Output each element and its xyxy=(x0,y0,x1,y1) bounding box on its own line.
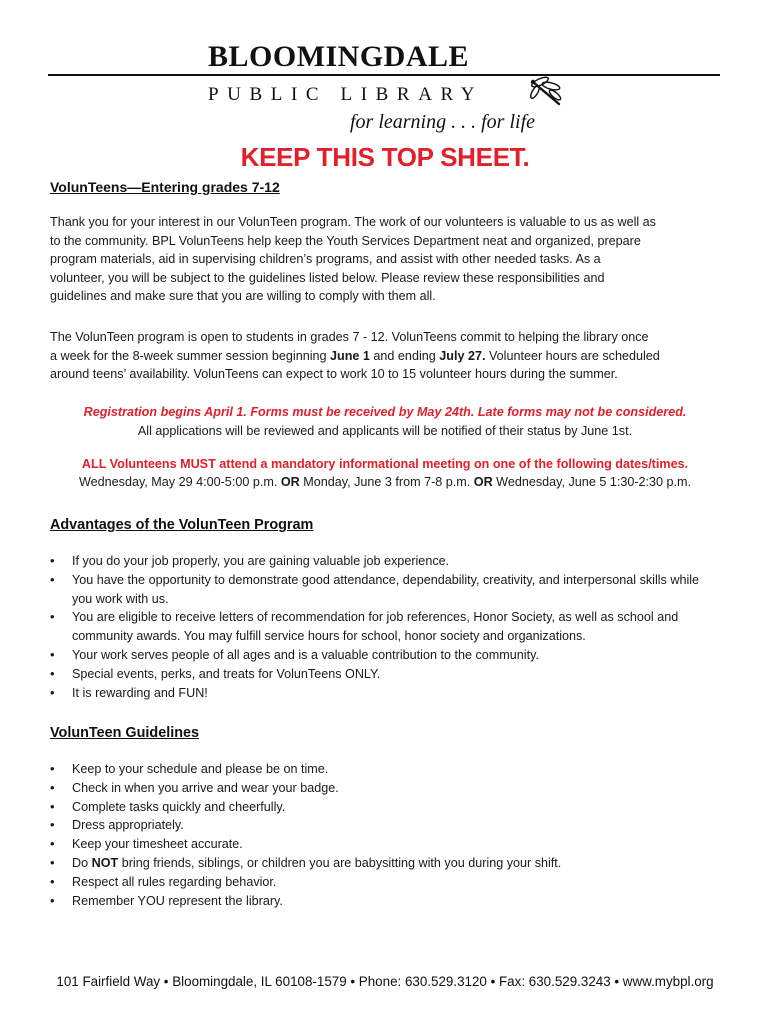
list-item: • Special events, perks, and treats for VolunTeens ONLY. xyxy=(50,665,720,684)
list-item: • Keep to your schedule and please be on time. xyxy=(50,760,720,779)
program-paragraph xyxy=(50,328,730,384)
intro-paragraph xyxy=(50,213,730,306)
list-item: • It is rewarding and FUN! xyxy=(50,684,720,703)
emphasis-not: NOT xyxy=(91,855,119,870)
intro-line: guidelines and make sure that you are willing to comply with them all. xyxy=(50,289,436,304)
list-item: • Respect all rules regarding behavior. xyxy=(50,873,720,892)
program-line: The VolunTeen program is open to students in grades 7 - 12. VolunTeens commit to helping the library once xyxy=(50,330,649,344)
registration-notice: Registration begins April 1. Forms must be received by May 24th. Late forms may not be considered. xyxy=(83,405,687,419)
library-tagline: for learning . . . for life xyxy=(350,111,535,133)
intro-heading: VolunTeens—Entering grades 7-12 xyxy=(50,179,280,195)
advantages-heading: Advantages of the VolunTeen Program xyxy=(50,517,314,533)
list-item: • Your work serves people of all ages and is a valuable contribution to the community. xyxy=(50,646,720,665)
guidelines-list xyxy=(50,760,720,910)
intro-line: volunteer, you will be subject to the guidelines listed below. Please review these responsibilities and xyxy=(50,270,605,285)
list-item: • Keep your timesheet accurate. xyxy=(50,835,720,854)
list-text: Do xyxy=(72,855,92,870)
meeting-date-1: Wednesday, May 29 4:00-5:00 p.m. xyxy=(78,475,281,489)
program-line: around teens’ availability. VolunTeens can expect to work 10 to 15 volunteer hours during the summer. xyxy=(50,367,618,382)
intro-line: Thank you for your interest in our VolunTeen program. The work of our volunteers is valuable to us as well as xyxy=(50,215,656,229)
dragonfly-logo-icon xyxy=(527,76,565,110)
list-item: • Remember YOU represent the library. xyxy=(50,892,720,911)
end-date: July 27. xyxy=(439,348,486,363)
letterhead-rule xyxy=(48,74,720,76)
meeting-date-3: Wednesday, June 5 1:30-2:30 p.m. xyxy=(492,475,692,489)
list-item: • Complete tasks quickly and cheerfully. xyxy=(50,798,720,817)
intro-line: program materials, aid in supervising children’s programs, and assist with other needed tasks. As a xyxy=(50,252,601,267)
library-name: BLOOMINGDALE xyxy=(208,40,470,73)
intro-line: to the community. BPL VolunTeens help keep the Youth Services Department neat and organized, prepare xyxy=(50,233,641,248)
advantages-list xyxy=(50,552,720,702)
library-subtitle: PUBLIC LIBRARY xyxy=(208,84,484,105)
program-text: Volunteer hours are scheduled xyxy=(485,348,660,363)
start-date: June 1 xyxy=(330,348,370,363)
meeting-date-2: Monday, June 3 from 7-8 p.m. xyxy=(299,475,474,489)
list-item: • You have the opportunity to demonstrate good attendance, dependability, creativity, and interpersonal skills while you work with us. xyxy=(50,571,720,609)
list-text: bring friends, siblings, or children you are babysitting with you during your shift. xyxy=(118,855,562,870)
meeting-notice: ALL Volunteens MUST attend a mandatory informational meeting on one of the following dates/times. xyxy=(81,457,689,471)
footer-contact: 101 Fairfield Way • Bloomingdale, IL 60108-1579 • Phone: 630.529.3120 • Fax: 630.529.3243 • www.mybpl.org xyxy=(56,974,714,989)
keep-sheet-title: KEEP THIS TOP SHEET. xyxy=(240,142,530,172)
list-item: • Dress appropriately. xyxy=(50,816,720,835)
list-item: • If you do your job properly, you are gaining valuable job experience. xyxy=(50,552,720,571)
program-text: a week for the 8-week summer session beginning xyxy=(50,348,331,363)
program-text: and ending xyxy=(369,348,440,363)
program-line xyxy=(50,347,730,366)
or-separator: OR xyxy=(473,475,493,489)
registration-note: All applications will be reviewed and applicants will be notified of their status by June 1st. xyxy=(137,424,633,438)
list-item xyxy=(50,854,720,873)
meeting-dates xyxy=(0,473,770,492)
list-item: • You are eligible to receive letters of recommendation for job references, Honor Society, as well as school and community awards. You may fulfill service hours for school, honor society and organizations. xyxy=(50,608,720,646)
or-separator: OR xyxy=(280,475,300,489)
list-item: • Check in when you arrive and wear your badge. xyxy=(50,779,720,798)
guidelines-heading: VolunTeen Guidelines xyxy=(50,725,199,741)
